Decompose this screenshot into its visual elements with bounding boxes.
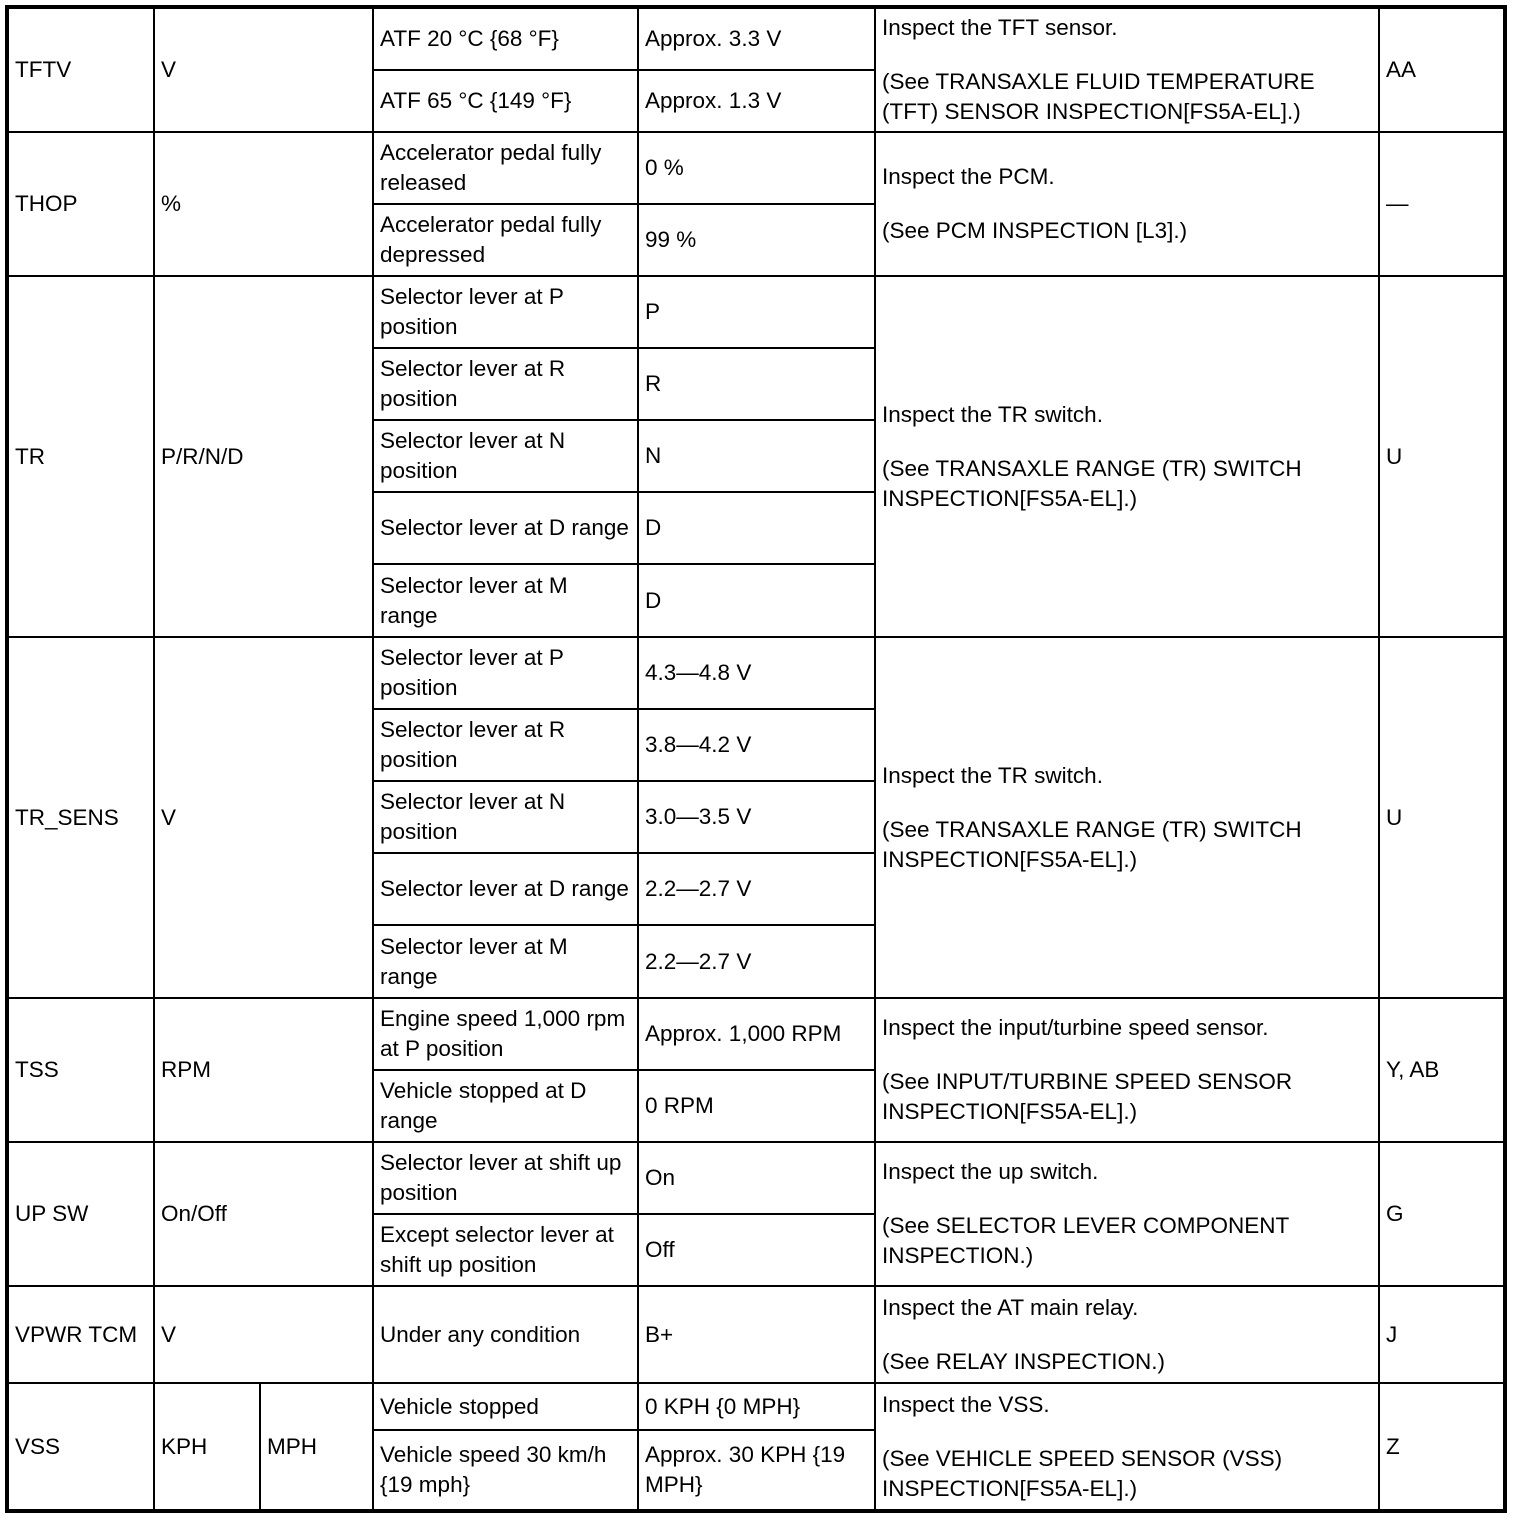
inspection-action: Inspect the TFT sensor. [882,15,1118,40]
inspection-reference-link[interactable]: (See VEHICLE SPEED SENSOR (VSS) INSPECTION[FS5A-EL].) [882,1445,1283,1501]
condition-cell: Vehicle speed 30 km/h {19 mph} [373,1430,638,1511]
inspection-action: Inspect the TR switch. [882,762,1103,788]
condition-cell: Selector lever at D range [373,853,638,925]
condition-cell: Selector lever at M range [373,925,638,998]
inspection-cell [875,1142,1379,1286]
condition-cell: Selector lever at N position [373,420,638,492]
pid-unit: P/R/N/D [154,276,373,637]
pid-name: VPWR TCM [7,1286,154,1383]
terminal-cell: U [1379,637,1505,998]
condition-cell: Selector lever at shift up position [373,1142,638,1214]
inspection-cell [875,1383,1379,1511]
value-cell: 3.0—3.5 V [638,781,875,853]
inspection-reference-link[interactable]: (See TRANSAXLE RANGE (TR) SWITCH INSPECTION[FS5A-EL].) [882,816,1302,872]
inspection-action: Inspect the VSS. [882,1391,1050,1417]
pid-monitor-table [5,5,1507,1513]
condition-cell: Accelerator pedal fully released [373,132,638,204]
pid-name: TFTV [7,7,154,132]
inspection-cell [875,998,1379,1142]
condition-cell: Vehicle stopped [373,1383,638,1430]
value-cell: 4.3—4.8 V [638,637,875,709]
condition-cell: Engine speed 1,000 rpm at P position [373,998,638,1070]
table-row [7,7,1505,70]
pid-name: THOP [7,132,154,276]
value-cell: Off [638,1214,875,1286]
inspection-reference-link[interactable]: (See RELAY INSPECTION.) [882,1348,1166,1374]
terminal-cell: U [1379,276,1505,637]
pid-unit: V [154,7,373,132]
condition-cell: Selector lever at N position [373,781,638,853]
inspection-cell [875,276,1379,637]
terminal-cell: G [1379,1142,1505,1286]
inspection-action: Inspect the TR switch. [882,401,1103,427]
condition-cell: Accelerator pedal fully depressed [373,204,638,276]
inspection-action: Inspect the up switch. [882,1159,1099,1184]
pid-unit: % [154,132,373,276]
inspection-cell [875,7,1379,132]
value-cell: R [638,348,875,420]
condition-cell: Selector lever at P position [373,276,638,348]
value-cell: 0 RPM [638,1070,875,1142]
pid-unit: V [154,637,373,998]
inspection-reference-link[interactable]: (See INPUT/TURBINE SPEED SENSOR INSPECTION[FS5A-EL].) [882,1069,1293,1124]
condition-cell: Selector lever at D range [373,492,638,564]
table-row [7,276,1505,348]
terminal-cell: AA [1379,7,1505,132]
value-cell: 2.2—2.7 V [638,925,875,998]
inspection-action: Inspect the AT main relay. [882,1294,1139,1320]
pid-unit: RPM [154,998,373,1142]
value-cell: 99 % [638,204,875,276]
condition-cell: ATF 20 °C {68 °F} [373,7,638,70]
value-cell: Approx. 30 KPH {19 MPH} [638,1430,875,1511]
inspection-reference-link[interactable]: (See PCM INSPECTION [L3].) [882,218,1188,243]
pid-unit: V [154,1286,373,1383]
inspection-reference-link[interactable]: (See SELECTOR LEVER COMPONENT INSPECTION.) [882,1213,1289,1268]
terminal-cell: J [1379,1286,1505,1383]
table-row [7,1142,1505,1214]
inspection-cell [875,637,1379,998]
value-cell: 0 KPH {0 MPH} [638,1383,875,1430]
value-cell: 3.8—4.2 V [638,709,875,781]
inspection-cell [875,1286,1379,1383]
value-cell: P [638,276,875,348]
inspection-cell [875,132,1379,276]
pid-unit: KPH [154,1383,260,1511]
inspection-reference-link[interactable]: (See TRANSAXLE FLUID TEMPERATURE (TFT) SENSOR INSPECTION[FS5A-EL].) [882,69,1315,124]
condition-cell: Under any condition [373,1286,638,1383]
pid-unit: On/Off [154,1142,373,1286]
table-body [7,7,1505,1511]
terminal-cell: Z [1379,1383,1505,1511]
value-cell: Approx. 3.3 V [638,7,875,70]
pid-name: TR [7,276,154,637]
inspection-action: Inspect the input/turbine speed sensor. [882,1015,1269,1040]
pid-unit-secondary: MPH [260,1383,373,1511]
value-cell: N [638,420,875,492]
value-cell: 0 % [638,132,875,204]
terminal-cell: — [1379,132,1505,276]
value-cell: Approx. 1.3 V [638,70,875,132]
condition-cell: Selector lever at P position [373,637,638,709]
pid-name: VSS [7,1383,154,1511]
value-cell: D [638,564,875,637]
pid-name: TR_SENS [7,637,154,998]
condition-cell: Vehicle stopped at D range [373,1070,638,1142]
pid-name: TSS [7,998,154,1142]
terminal-cell: Y, AB [1379,998,1505,1142]
table-row [7,1383,1505,1430]
condition-cell: Selector lever at R position [373,348,638,420]
table-row [7,132,1505,204]
inspection-reference-link[interactable]: (See TRANSAXLE RANGE (TR) SWITCH INSPECTION[FS5A-EL].) [882,455,1302,511]
table-row [7,998,1505,1070]
pid-name: UP SW [7,1142,154,1286]
inspection-action: Inspect the PCM. [882,164,1055,189]
condition-cell: Selector lever at M range [373,564,638,637]
value-cell: 2.2—2.7 V [638,853,875,925]
condition-cell: ATF 65 °C {149 °F} [373,70,638,132]
table-row [7,1286,1505,1383]
condition-cell: Selector lever at R position [373,709,638,781]
value-cell: D [638,492,875,564]
value-cell: On [638,1142,875,1214]
value-cell: Approx. 1,000 RPM [638,998,875,1070]
value-cell: B+ [638,1286,875,1383]
condition-cell: Except selector lever at shift up position [373,1214,638,1286]
table-row [7,637,1505,709]
